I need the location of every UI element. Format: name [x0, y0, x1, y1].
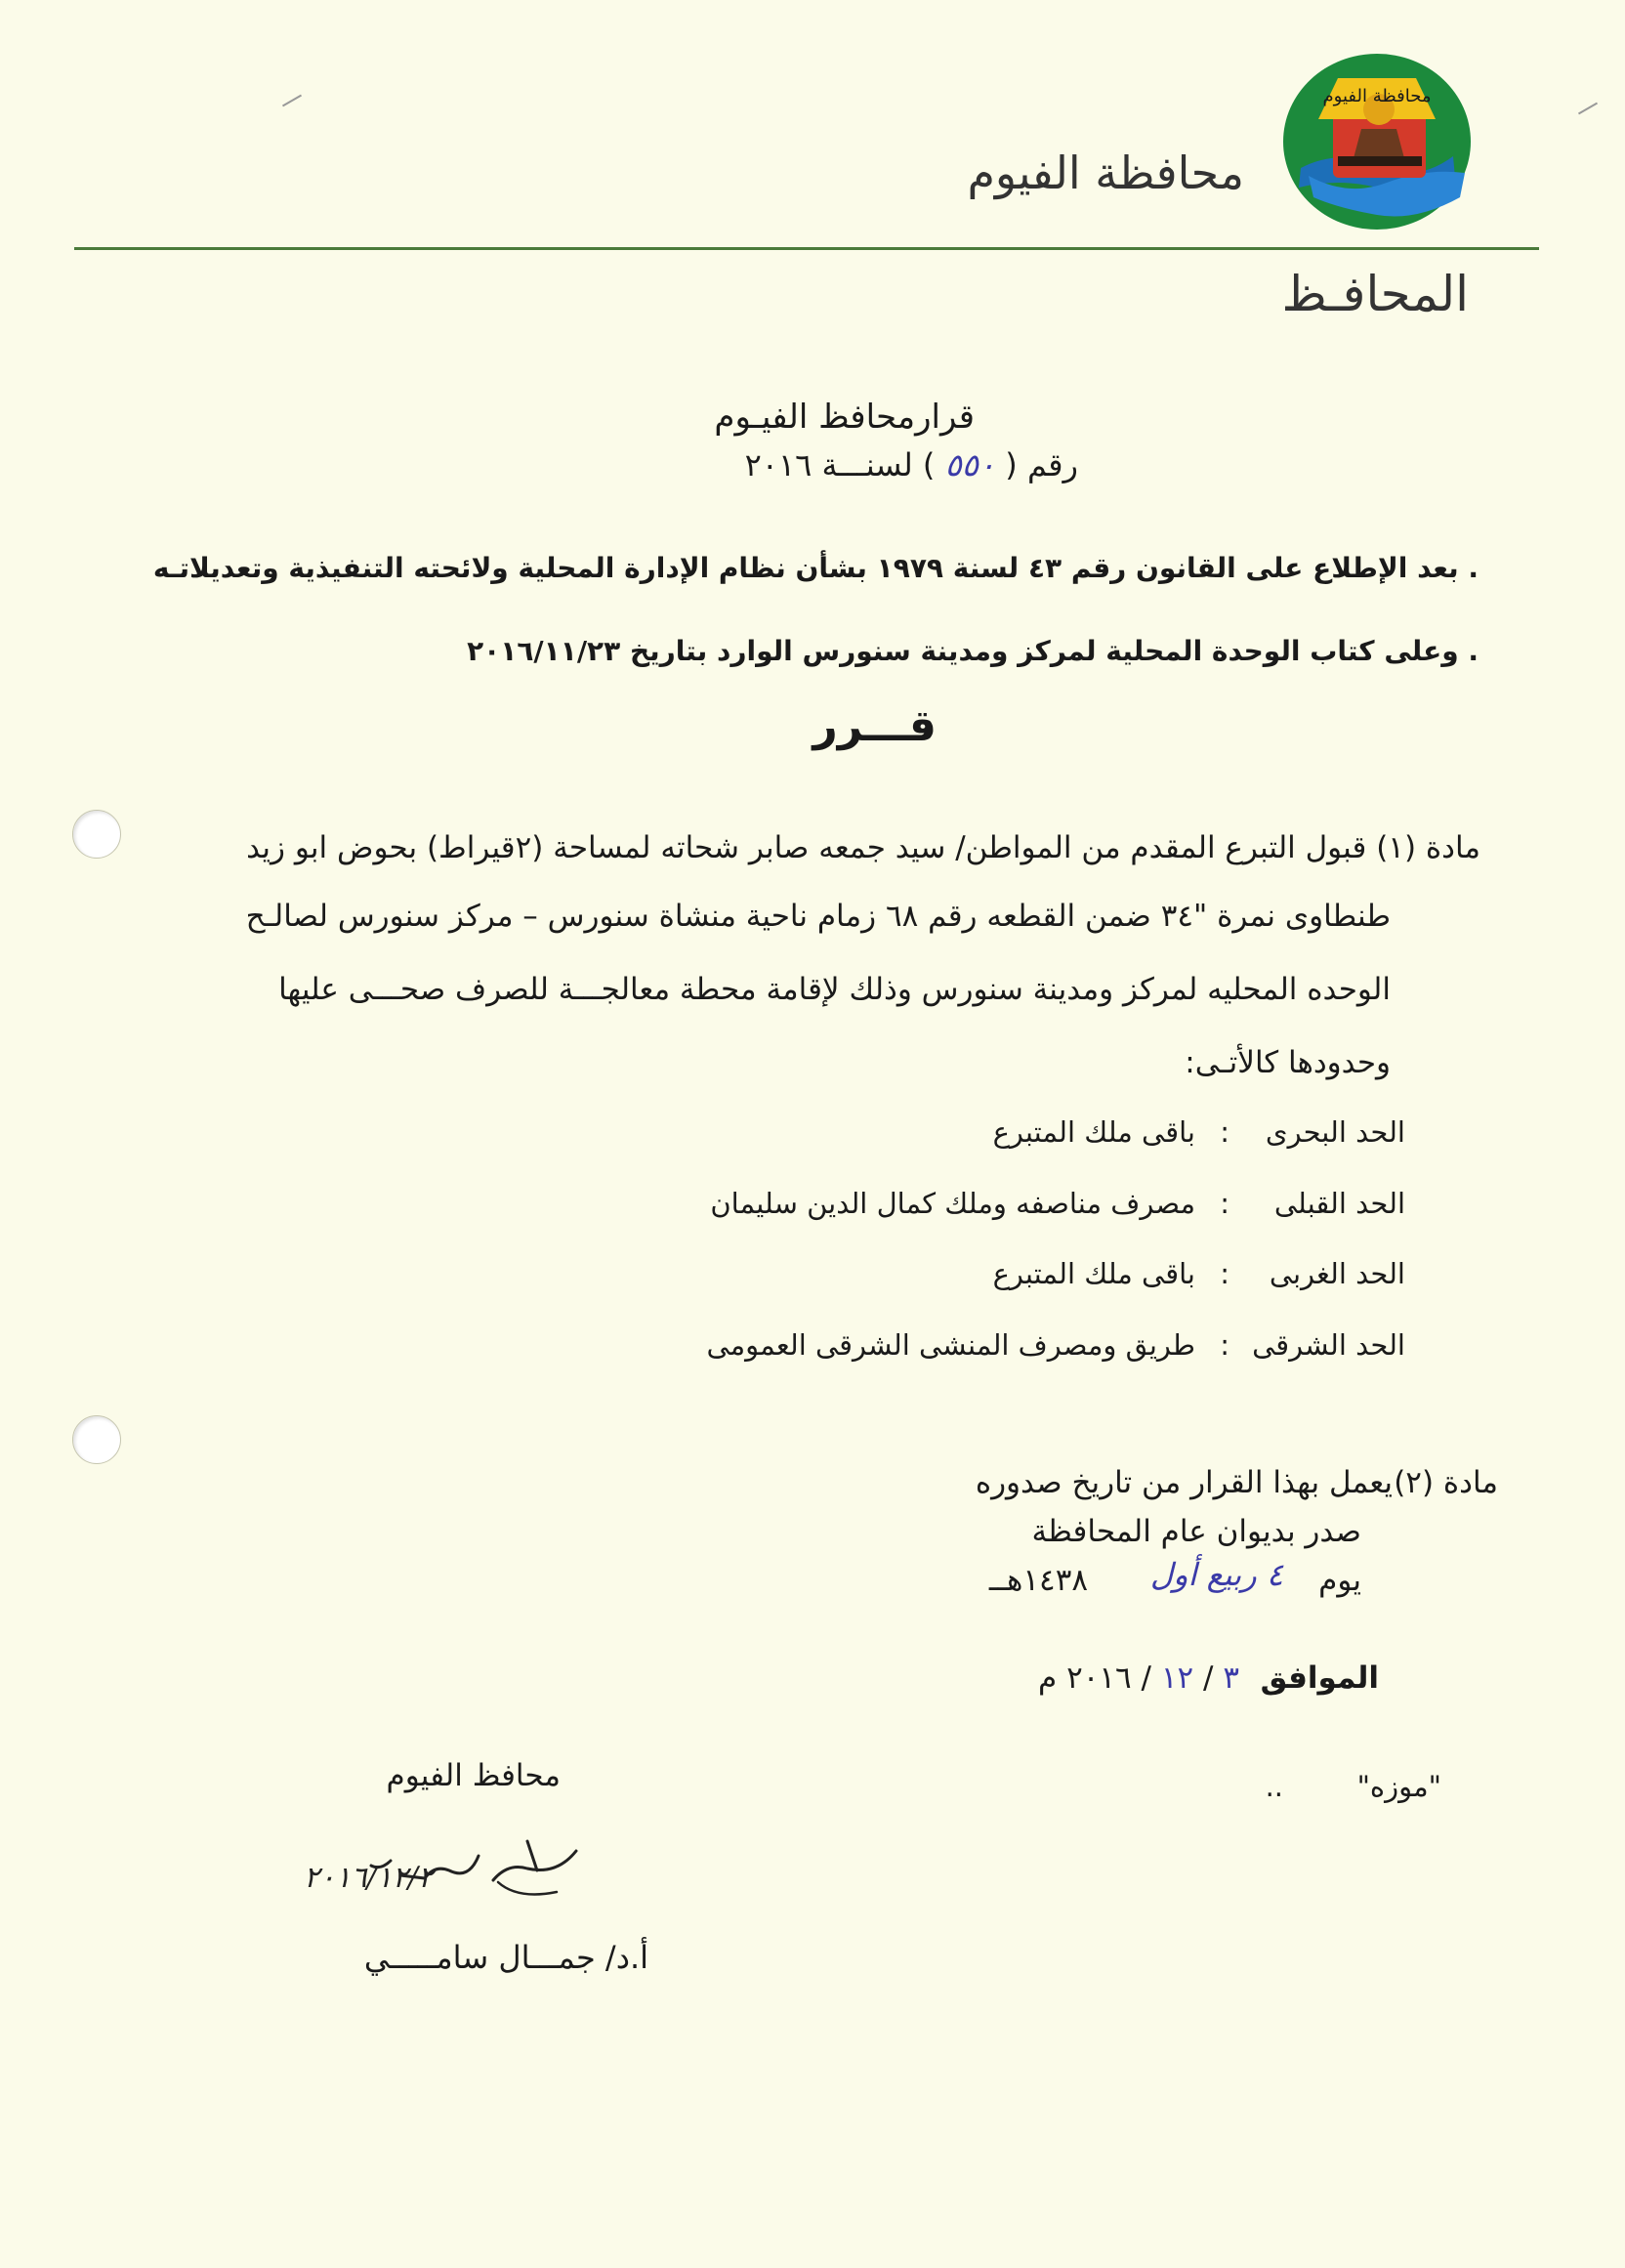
date-sep: / [1203, 1660, 1214, 1696]
article1-line: مادة (١) قبول التبرع المقدم من المواطن/ سيد جمعه صابر شحاته لمساحة (٢قيراط) بحوض ابو زيد [246, 830, 1480, 865]
article1-line: وحدودها كالأتـى: [1185, 1045, 1391, 1080]
decree-title: قرارمحافظ الفيـوم [714, 398, 975, 437]
boundary-value: مصرف مناصفه وملك كمال الدين سليمان [710, 1187, 1195, 1220]
boundary-label: الحد الشرقى [1252, 1328, 1405, 1362]
hijri-year: ١٤٣٨هــ [988, 1563, 1088, 1598]
boundary-colon: : [1220, 1328, 1229, 1362]
day-label: يوم [1318, 1563, 1361, 1598]
boundary-label: الحد الغربى [1269, 1257, 1405, 1290]
signature-date: ٢٠١٦/١٢/٢ [303, 1861, 434, 1895]
signatory-title: محافظ الفيوم [386, 1758, 561, 1793]
corresponding-label: الموافق [1260, 1660, 1379, 1696]
boundary-colon: : [1220, 1187, 1229, 1220]
article2-label: مادة (٢) [1394, 1465, 1498, 1500]
distribution-note: "موزه" [1356, 1770, 1441, 1803]
boundary-label: الحد القبلى [1273, 1187, 1405, 1220]
date-day: ٣ [1223, 1660, 1239, 1696]
decree-number: ٥٥٠ [944, 446, 996, 483]
punch-hole [72, 1415, 121, 1464]
date-month: ١٢ [1160, 1660, 1194, 1696]
decided-heading: قـــرر [812, 701, 937, 751]
article1-line: طنطاوى نمرة "٣٤ ضمن القطعه رقم ٦٨ زمام ناحية منشاة سنورس – مركز سنورس لصالـح [245, 899, 1391, 934]
signatory-name: أ.د/ جمـــال سامـــــي [363, 1939, 648, 1976]
article1-line: الوحده المحليه لمركز ومدينة سنورس وذلك لإقامة محطة معالجـــة للصرف صحـــى عليها [278, 972, 1391, 1007]
distribution-dots: .. [1265, 1770, 1283, 1803]
boundary-label: الحد البحرى [1265, 1115, 1405, 1149]
decree-number-line [745, 446, 1078, 483]
boundary-colon: : [1220, 1257, 1229, 1290]
punch-hole [72, 810, 121, 859]
date-sep: / [1141, 1660, 1151, 1696]
preamble-line: . بعد الإطلاع على القانون رقم ٤٣ لسنة ١٩٧٩ بشأن نظام الإدارة المحلية ولائحته التنفيذية وتعديلاتـه [152, 552, 1479, 584]
date-year: ٢٠١٦ م [1038, 1660, 1132, 1696]
boundary-colon: : [1220, 1115, 1229, 1149]
preamble-line: . وعلى كتاب الوحدة المحلية لمركز ومدينة سنورس الوارد بتاريخ ٢٠١٦/١١/٢٣ [467, 635, 1479, 667]
hijri-day-handwritten: ٤ ربيع أول [1149, 1556, 1283, 1593]
article2-text: يعمل بهذا القرار من تاريخ صدوره [975, 1465, 1393, 1500]
boundary-value: باقى ملك المتبرع [992, 1257, 1195, 1290]
governorate-logo [1279, 51, 1475, 232]
issued-at: صدر بديوان عام المحافظة [1031, 1514, 1361, 1549]
scan-mark [282, 95, 302, 107]
boundary-value: باقى ملك المتبرع [992, 1115, 1195, 1149]
logo-emblem [1279, 51, 1475, 232]
logo-caption: محافظة الفيوم [1322, 86, 1432, 106]
boundary-value: طريق ومصرف المنشى الشرقى العمومى [706, 1328, 1195, 1362]
corresponding-date [1038, 1660, 1239, 1696]
governorate-name: محافظة الفيوم [967, 147, 1244, 199]
number-suffix: ) لسنـــة ٢٠١٦ [744, 446, 936, 483]
header-divider [74, 247, 1539, 250]
scan-mark [1578, 103, 1598, 115]
office-title: المحافـظ [1281, 266, 1469, 322]
number-prefix: رقم ( [1005, 446, 1078, 483]
